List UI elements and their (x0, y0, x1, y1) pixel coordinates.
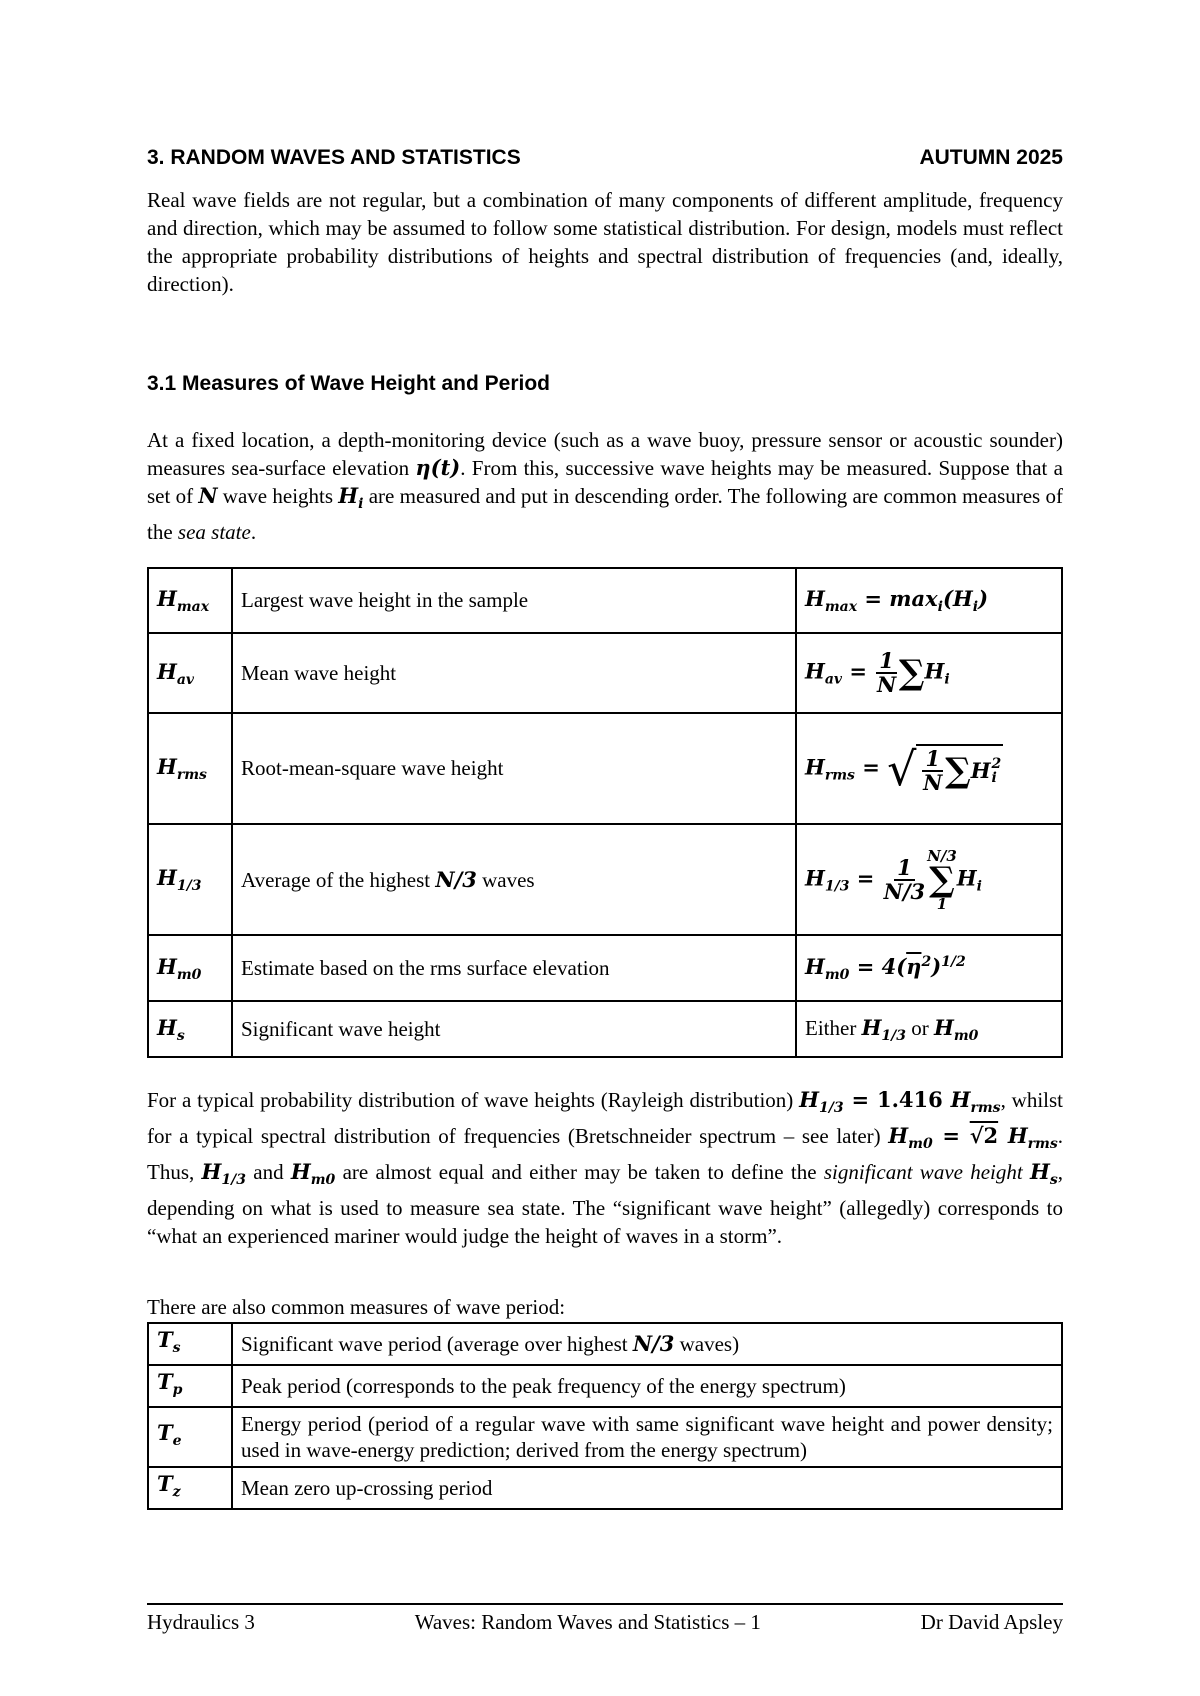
formula-hav: $H_{av}$ = $\frac{1}{N}$ $\sum H_i$ (796, 633, 1062, 713)
page-footer (147, 1610, 1063, 1635)
footer-page-title: Waves: Random Waves and Statistics – 1 (414, 1610, 761, 1634)
period-intro: There are also common measures of wave period: (147, 1295, 566, 1319)
wave-height-table (147, 567, 1063, 1058)
table-row: $H_{max}$ Largest wave height in the sample $H_{max} = \max_i(H_i)$ (148, 568, 1062, 633)
table-row: $H_{av}$ Mean wave height $H_{av}$ = $\frac{1}{N}$ $\sum H_i$ (148, 633, 1062, 713)
table-row: $T_z$ Mean zero up-crossing period (148, 1467, 1062, 1509)
formula-hm0: $H_{m0} = 4(\overline{\eta}^2)^{1/2}$ (796, 935, 1062, 1001)
footer-course: Hydraulics 3 (147, 1610, 255, 1634)
table-row: $T_p$ Peak period (corresponds to the peak frequency of the energy spectrum) (148, 1365, 1062, 1407)
section-title: 3.1 Measures of Wave Height and Period (147, 372, 550, 395)
table-row: $T_e$ Energy period (period of a regular wave with same significant wave height and power density; used in wave-energy prediction; derived from the energy spectrum) (148, 1407, 1062, 1467)
formula-hmax: $H_{max} = \max_i(H_i)$ (796, 568, 1062, 633)
table-row: $H_{m0}$ Estimate based on the rms surface elevation $H_{m0} = 4(\overline{\eta}^2)^{1/2}$ (148, 935, 1062, 1001)
table-row: $H_s$ Significant wave height Either $H_{1/3}$ or $H_{m0}$ (148, 1001, 1062, 1057)
wave-period-table (147, 1322, 1063, 1510)
term-label: AUTUMN 2025 (919, 146, 1063, 169)
formula-hrms: $H_{rms}$ = √ $\frac{1}{N}$ ∑ H 2 i (796, 713, 1062, 824)
measures-paragraph: At a fixed location, a depth-monitoring device (such as a wave buoy, pressure sensor or acoustic sounder) measures sea-surface elevation η(t). From this, successive wave heights may be measured. Suppose that a set of N wave heights $H_i$ are measured and put in descending order. The following are common measures of the sea state. (147, 428, 1064, 544)
chapter-title: 3. RANDOM WAVES AND STATISTICS (147, 146, 521, 169)
table-row: $H_{rms}$ Root-mean-square wave height $H_{rms}$ = √ $\frac{1}{N}$ ∑ H 2 i (148, 713, 1062, 824)
formula-h13: $H_{1/3}$ = $\frac{1}{N/3}$ N/3 ∑ 1 $H_i$ (796, 824, 1062, 935)
table-row: $T_s$ Significant wave period (average over highest N/3 waves) (148, 1323, 1062, 1365)
table-row: $H_{1/3}$ Average of the highest N/3 waves $H_{1/3}$ = $\frac{1}{N/3}$ N/3 ∑ 1 $H_i$ (148, 824, 1062, 935)
formula-hs: Either $H_{1/3}$ or $H_{m0}$ (796, 1001, 1062, 1057)
footer-divider (147, 1603, 1063, 1605)
page-header (147, 146, 1063, 170)
footer-author: Dr David Apsley (920, 1610, 1063, 1634)
intro-paragraph: Real wave fields are not regular, but a combination of many components of different amplitude, frequency and direction, which may be assumed to follow some statistical distribution. For design, models must reflect the appropriate probability distributions of heights and spectral distribution of frequencies (and, ideally, direction). (147, 188, 1063, 296)
rayleigh-paragraph: For a typical probability distribution of wave heights (Rayleigh distribution) $H_{1/3} = 1.416$ $H_{rms}$, whilst for a typical spectral distribution of frequencies (Bretschneider spectrum – see later) $H_{m0} = √2$ $H_{rms}$. Thus, $H_{1/3}$ and $H_{m0}$ are almost equal and either may be taken to define the significant wave height $H_s$, depending on what is used to measure sea state. The “significant wave height” (allegedly) corresponds to “what an experienced mariner would judge the height of waves in a storm”. (147, 1087, 1063, 1248)
